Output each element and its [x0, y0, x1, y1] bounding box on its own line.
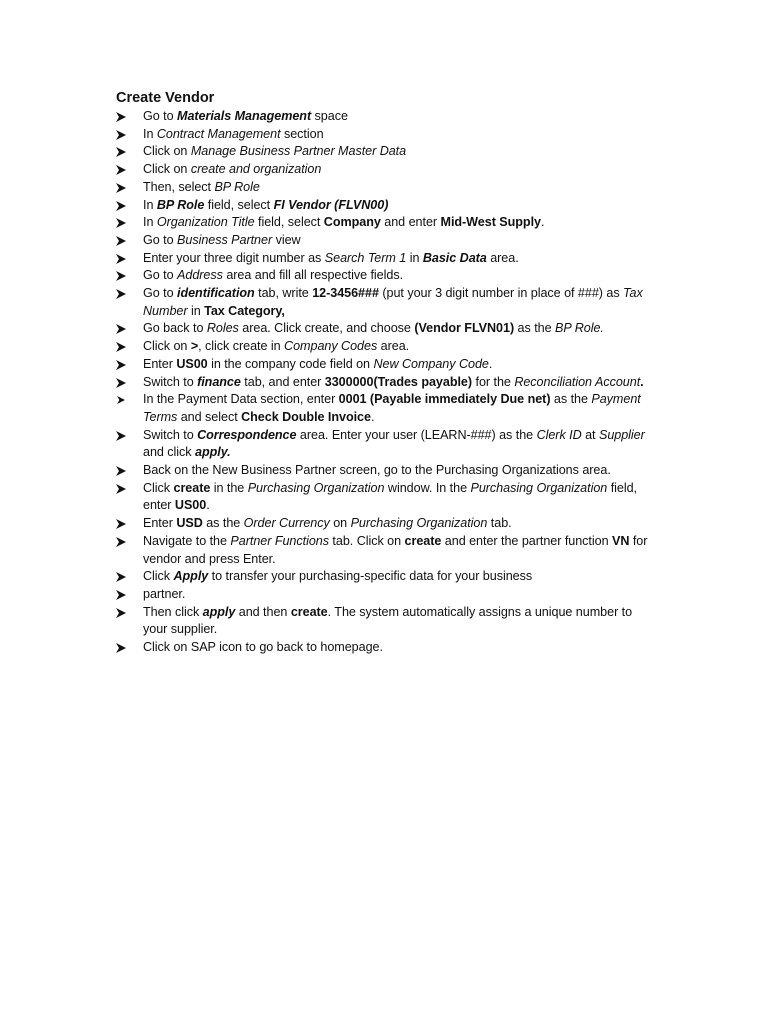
list-item: [116, 126, 656, 144]
step-text: (put your 3 digit number in place of ###) as: [378, 286, 624, 301]
step-text: .: [540, 215, 545, 230]
step-text: .: [206, 498, 210, 513]
arrow-bullet-icon: [116, 112, 126, 122]
step-text: Address: [177, 268, 223, 283]
step-text: . The system automatically assigns a unique number to your supplier.: [143, 604, 633, 637]
list-item: [116, 285, 656, 320]
step-text: Switch to: [143, 427, 198, 442]
step-text: field, enter: [143, 480, 638, 513]
step-text: Click on: [143, 339, 191, 354]
step-text: create: [173, 480, 211, 495]
step-text: in: [187, 303, 205, 318]
instruction-list: [116, 108, 656, 657]
step-text: 3300000(Trades payable): [324, 374, 473, 389]
arrow-bullet-icon: [116, 183, 126, 193]
step-text: Back on the New Business Partner screen, go to the Purchasing Organizations area.: [143, 463, 611, 478]
step-text: tab, and enter: [240, 374, 325, 389]
step-text: Order Currency: [243, 516, 330, 531]
step-text: Apply: [173, 569, 209, 584]
step-text: and click: [143, 445, 195, 460]
arrow-bullet-icon: [116, 324, 126, 334]
list-item: [116, 214, 656, 232]
step-text: Go back to: [143, 321, 207, 336]
step-text: Manage Business Partner Master Data: [190, 144, 407, 159]
step-text: at: [581, 427, 599, 442]
step-text: Company: [323, 215, 381, 230]
step-text: area.: [486, 250, 519, 265]
list-item: [116, 427, 656, 462]
list-item: [116, 515, 656, 533]
arrow-bullet-icon: [116, 378, 126, 388]
list-item: [116, 533, 656, 568]
step-text: and enter the partner function: [441, 533, 612, 548]
list-item: [116, 374, 656, 392]
step-text: to transfer your purchasing-specific data for your business: [208, 569, 533, 584]
step-text: create and organization: [190, 162, 322, 177]
arrow-bullet-icon: [116, 590, 126, 600]
step-text: view: [272, 232, 301, 247]
list-item: [116, 161, 656, 179]
step-text: Click on: [143, 162, 191, 177]
arrow-bullet-icon: [117, 396, 125, 404]
arrow-bullet-icon: [116, 360, 126, 370]
step-text: Materials Management: [177, 109, 312, 123]
step-text: US00: [176, 356, 208, 371]
step-text: Check Double Invoice: [241, 409, 371, 424]
step-text: on: [329, 516, 351, 531]
step-text: field, select: [204, 197, 274, 212]
arrow-bullet-icon: [116, 431, 126, 441]
step-text: BP Role.: [555, 321, 604, 336]
list-item: [116, 604, 656, 639]
step-text: and select: [177, 409, 242, 424]
step-text: Organization Title: [156, 215, 255, 230]
step-text: Roles: [206, 321, 239, 336]
arrow-bullet-icon: [116, 165, 126, 175]
step-text: Click on SAP icon to go back to homepage.: [143, 640, 383, 655]
step-text: in: [406, 250, 423, 265]
step-text: field, select: [254, 215, 324, 230]
step-text: (Vendor FLVN01): [414, 321, 515, 336]
step-text: Tax Category,: [204, 303, 285, 318]
step-text: window. In the: [384, 480, 471, 495]
step-text: In: [143, 197, 157, 212]
step-text: section: [280, 126, 324, 141]
step-text: apply.: [195, 445, 231, 460]
step-text: tab, write: [254, 286, 313, 301]
step-text: Purchasing Organization: [247, 480, 385, 495]
arrow-bullet-icon: [116, 537, 126, 547]
step-text: Enter your three digit number as: [143, 250, 325, 265]
step-text: in the company code field on: [207, 356, 374, 371]
step-text: Go to: [143, 286, 178, 301]
step-text: .: [488, 356, 493, 371]
list-item: [116, 586, 656, 604]
list-item: [116, 391, 656, 426]
step-text: as the: [550, 392, 592, 407]
step-text: Purchasing Organization: [350, 516, 488, 531]
document-title: Create Vendor: [116, 90, 215, 106]
step-text: In: [143, 215, 157, 230]
arrow-bullet-icon: [116, 342, 126, 352]
step-text: In: [143, 126, 157, 141]
arrow-bullet-icon: [116, 201, 126, 211]
step-text: area and fill all respective fields.: [222, 268, 404, 283]
step-text: area. Click create, and choose: [238, 321, 415, 336]
list-item: [116, 462, 656, 480]
arrow-bullet-icon: [116, 484, 126, 494]
step-text: In the Payment Data section, enter: [143, 392, 339, 407]
step-text: Navigate to the: [143, 533, 231, 548]
list-item: [116, 250, 656, 268]
step-text: USD: [176, 516, 203, 531]
arrow-bullet-icon: [116, 643, 126, 653]
step-text: Business Partner: [177, 232, 273, 247]
list-item: [116, 639, 656, 657]
step-text: , click create in: [198, 339, 285, 354]
step-text: 0001 (Payable immediately Due net): [338, 392, 551, 407]
step-text: as the: [514, 321, 556, 336]
list-item: [116, 267, 656, 285]
step-text: Partner Functions: [230, 533, 329, 548]
step-text: Search Term 1: [324, 250, 407, 265]
step-text: create: [404, 533, 442, 548]
step-text: Reconciliation Account: [514, 374, 641, 389]
step-text: Go to: [143, 232, 178, 247]
step-text: as the: [202, 516, 244, 531]
step-text: Click on: [143, 144, 191, 159]
step-text: Purchasing Organization: [470, 480, 608, 495]
arrow-bullet-icon: [116, 236, 126, 246]
arrow-bullet-icon: [116, 271, 126, 281]
step-text: Supplier: [598, 427, 645, 442]
step-text: 12-3456###: [312, 286, 379, 301]
list-item: [116, 480, 656, 515]
arrow-bullet-icon: [116, 130, 126, 140]
step-text: Contract Management: [156, 126, 281, 141]
step-text: apply: [202, 604, 236, 619]
step-text: for the: [472, 374, 515, 389]
step-text: Then click: [143, 604, 203, 619]
step-text: Switch to: [143, 374, 198, 389]
step-text: Click: [143, 480, 174, 495]
step-text: and enter: [380, 215, 441, 230]
step-text: .: [640, 374, 644, 389]
step-text: US00: [174, 498, 207, 513]
list-item: [116, 197, 656, 215]
arrow-bullet-icon: [116, 289, 126, 299]
list-item: [116, 143, 656, 161]
arrow-bullet-icon: [116, 254, 126, 264]
list-item: [116, 338, 656, 356]
step-text: Click: [143, 569, 174, 584]
arrow-bullet-icon: [116, 519, 126, 529]
step-text: Clerk ID: [536, 427, 582, 442]
step-text: Tax Number: [143, 286, 643, 318]
step-text: partner.: [143, 586, 186, 601]
step-text: tab. Click on: [328, 533, 405, 548]
step-text: Mid-West Supply: [440, 215, 541, 230]
step-text: Then, select: [143, 179, 215, 194]
step-text: Go to: [143, 268, 178, 283]
step-text: space: [311, 109, 348, 123]
step-text: BP Role: [214, 179, 260, 194]
step-text: Payment Terms: [143, 392, 641, 424]
arrow-bullet-icon: [116, 608, 126, 618]
step-text: tab.: [487, 516, 512, 531]
step-text: identification: [177, 286, 255, 301]
list-item: [116, 108, 656, 126]
step-text: New Company Code: [373, 356, 489, 371]
list-item: [116, 179, 656, 197]
step-text: Basic Data: [422, 250, 487, 265]
step-text: area.: [377, 339, 410, 354]
step-text: VN: [611, 533, 630, 548]
step-text: Company Codes: [284, 339, 378, 354]
list-item: [116, 232, 656, 250]
list-item: [116, 356, 656, 374]
step-text: in the: [210, 480, 248, 495]
step-text: and then: [235, 604, 291, 619]
step-text: .: [370, 409, 375, 424]
arrow-bullet-icon: [116, 572, 126, 582]
step-text: Enter: [143, 516, 177, 531]
step-text: for vendor and press Enter.: [143, 533, 648, 566]
step-text: Correspondence: [197, 427, 297, 442]
step-text: Enter: [143, 356, 177, 371]
step-text: area. Enter your user (LEARN-###) as the: [296, 427, 537, 442]
arrow-bullet-icon: [116, 218, 126, 228]
arrow-bullet-icon: [116, 147, 126, 157]
step-text: finance: [197, 374, 241, 389]
step-text: Go to: [143, 109, 178, 123]
step-text: >: [190, 339, 199, 354]
step-text: BP Role: [156, 197, 205, 212]
step-text: create: [290, 604, 328, 619]
list-item: [116, 320, 656, 338]
arrow-bullet-icon: [116, 466, 126, 476]
step-text: FI Vendor (FLVN00): [273, 197, 389, 212]
list-item: [116, 568, 656, 586]
